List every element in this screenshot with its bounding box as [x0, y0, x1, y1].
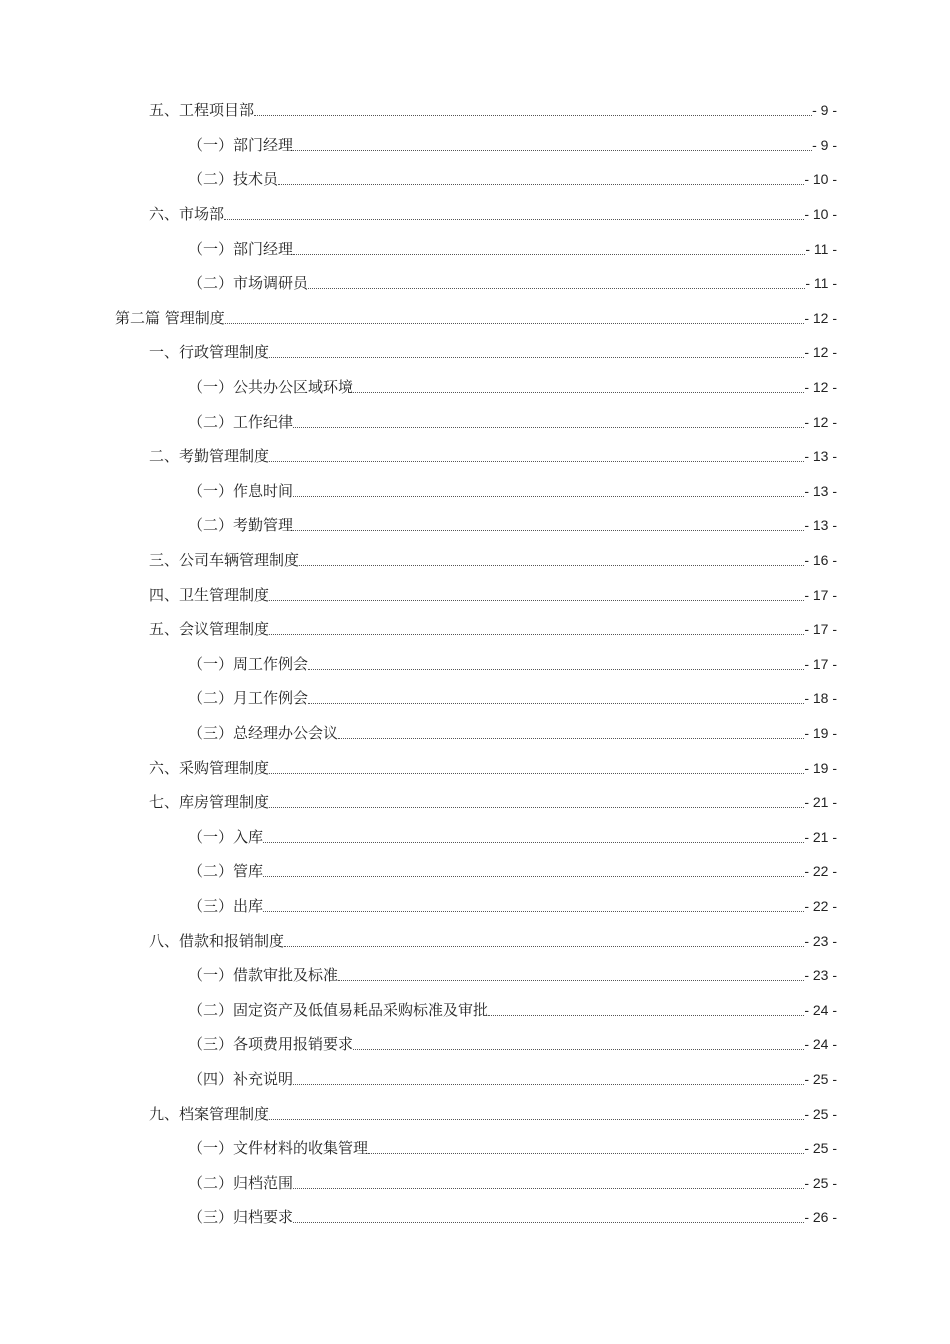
toc-entry-title: （一）入库 — [188, 827, 264, 846]
toc-entry[interactable] — [0, 404, 950, 439]
toc-entry[interactable] — [0, 647, 950, 682]
toc-entry-title: 四、卫生管理制度 — [149, 585, 270, 604]
toc-entry-title: 六、采购管理制度 — [149, 758, 270, 777]
toc-entry-page-number: - 25 - — [804, 1105, 837, 1122]
toc-dot-leader — [224, 218, 804, 220]
toc-dot-leader — [284, 945, 804, 947]
toc-entry-title: （二）月工作例会 — [188, 689, 309, 708]
toc-entry-title: 一、行政管理制度 — [149, 343, 270, 362]
toc-entry-page-number: - 13 - — [804, 482, 837, 499]
toc-entry[interactable] — [0, 508, 950, 543]
toc-entry-title: 第二篇 管理制度 — [115, 308, 225, 327]
toc-entry-title: （一）借款审批及标准 — [188, 966, 339, 985]
toc-entry[interactable] — [0, 1200, 950, 1235]
toc-entry-title: （三）总经理办公会议 — [188, 723, 339, 742]
toc-dot-leader — [368, 1152, 804, 1154]
toc-entry[interactable] — [0, 1062, 950, 1097]
toc-dot-leader — [353, 1048, 804, 1050]
toc-entry[interactable] — [0, 197, 950, 232]
toc-entry-title: （一）部门经理 — [188, 239, 294, 258]
toc-entry[interactable] — [0, 992, 950, 1027]
toc-dot-leader — [278, 183, 804, 185]
toc-entry-page-number: - 17 - — [804, 621, 837, 638]
toc-entry-title: 七、库房管理制度 — [149, 793, 270, 812]
toc-entry[interactable] — [0, 474, 950, 509]
toc-dot-leader — [293, 253, 805, 255]
toc-entry[interactable] — [0, 439, 950, 474]
toc-entry-title: （二）市场调研员 — [188, 274, 309, 293]
toc-entry-page-number: - 21 - — [804, 794, 837, 811]
toc-entry[interactable] — [0, 785, 950, 820]
toc-entry-page-number: - 25 - — [804, 1174, 837, 1191]
toc-entry-title: 八、借款和报销制度 — [149, 931, 285, 950]
toc-entry-title: 三、公司车辆管理制度 — [149, 551, 300, 570]
toc-entry[interactable] — [0, 266, 950, 301]
toc-entry-title: 五、工程项目部 — [149, 101, 255, 120]
toc-entry-page-number: - 21 - — [804, 828, 837, 845]
toc-entry-page-number: - 23 - — [804, 932, 837, 949]
toc-dot-leader — [308, 668, 804, 670]
toc-entry-page-number: - 19 - — [804, 759, 837, 776]
toc-entry-title: 五、会议管理制度 — [149, 620, 270, 639]
toc-entry-page-number: - 11 - — [805, 275, 837, 292]
toc-dot-leader — [269, 806, 804, 808]
toc-entry-page-number: - 16 - — [804, 552, 837, 569]
toc-entry[interactable] — [0, 577, 950, 612]
toc-entry-page-number: - 22 - — [804, 897, 837, 914]
toc-entry-page-number: - 26 - — [804, 1209, 837, 1226]
toc-entry-title: （二）考勤管理 — [188, 516, 294, 535]
toc-entry-title: （一）部门经理 — [188, 135, 294, 154]
toc-entry-page-number: - 25 - — [804, 1070, 837, 1087]
toc-entry-title: 二、考勤管理制度 — [149, 447, 270, 466]
toc-entry-title: （三）各项费用报销要求 — [188, 1035, 354, 1054]
toc-entry[interactable] — [0, 889, 950, 924]
toc-entry-title: （一）周工作例会 — [188, 654, 309, 673]
toc-dot-leader — [263, 875, 804, 877]
toc-entry-page-number: - 9 - — [812, 136, 837, 153]
toc-dot-leader — [293, 149, 812, 151]
toc-entry[interactable] — [0, 1131, 950, 1166]
toc-entry-title: 六、市场部 — [149, 205, 225, 224]
toc-entry-page-number: - 17 - — [804, 655, 837, 672]
toc-entry-title: （一）作息时间 — [188, 481, 294, 500]
toc-entry-title: （一）文件材料的收集管理 — [188, 1139, 369, 1158]
toc-entry[interactable] — [0, 750, 950, 785]
toc-dot-leader — [308, 702, 804, 704]
toc-dot-leader — [293, 1187, 804, 1189]
toc-entry-title: 九、档案管理制度 — [149, 1104, 270, 1123]
toc-entry-page-number: - 25 - — [804, 1140, 837, 1157]
toc-entry[interactable] — [0, 370, 950, 405]
toc-entry[interactable] — [0, 301, 950, 336]
toc-entry-title: （一）公共办公区域环境 — [188, 378, 354, 397]
toc-dot-leader — [225, 322, 805, 324]
toc-entry-title: （二）管库 — [188, 862, 264, 881]
toc-dot-leader — [269, 460, 804, 462]
toc-entry[interactable] — [0, 1165, 950, 1200]
toc-entry[interactable] — [0, 1096, 950, 1131]
toc-dot-leader — [269, 1118, 804, 1120]
toc-entry[interactable] — [0, 543, 950, 578]
toc-entry-page-number: - 12 - — [804, 309, 837, 326]
toc-entry-page-number: - 17 - — [804, 586, 837, 603]
toc-entry-title: （二）技术员 — [188, 170, 279, 189]
toc-dot-leader — [299, 564, 804, 566]
toc-dot-leader — [254, 114, 812, 116]
toc-entry-page-number: - 13 - — [804, 448, 837, 465]
toc-dot-leader — [263, 841, 804, 843]
toc-dot-leader — [269, 633, 804, 635]
toc-entry-page-number: - 24 - — [804, 1001, 837, 1018]
toc-entry[interactable] — [0, 93, 950, 128]
toc-entry-page-number: - 10 - — [804, 171, 837, 188]
toc-entry-page-number: - 22 - — [804, 863, 837, 880]
toc-entry-page-number: - 11 - — [805, 240, 837, 257]
toc-dot-leader — [293, 1083, 804, 1085]
toc-entry-page-number: - 12 - — [804, 413, 837, 430]
toc-entry[interactable] — [0, 128, 950, 163]
toc-entry[interactable] — [0, 958, 950, 993]
toc-entry-title: （二）归档范围 — [188, 1173, 294, 1192]
toc-entry-page-number: - 12 - — [804, 379, 837, 396]
toc-dot-leader — [269, 772, 804, 774]
toc-dot-leader — [488, 1014, 804, 1016]
toc-dot-leader — [293, 495, 804, 497]
toc-dot-leader — [308, 287, 805, 289]
toc-entry[interactable] — [0, 1027, 950, 1062]
toc-dot-leader — [353, 391, 804, 393]
toc-entry[interactable] — [0, 335, 950, 370]
toc-entry[interactable] — [0, 612, 950, 647]
toc-entry-title: （二）固定资产及低值易耗品采购标准及审批 — [188, 1000, 489, 1019]
toc-entry-page-number: - 10 - — [804, 206, 837, 223]
toc-dot-leader — [293, 529, 804, 531]
toc-entry-title: （四）补充说明 — [188, 1069, 294, 1088]
toc-entry-page-number: - 18 - — [804, 690, 837, 707]
toc-entry[interactable] — [0, 231, 950, 266]
table-of-contents — [0, 93, 950, 1235]
toc-dot-leader — [338, 737, 804, 739]
toc-dot-leader — [293, 1221, 804, 1223]
toc-entry-page-number: - 13 - — [804, 517, 837, 534]
toc-entry-title: （二）工作纪律 — [188, 412, 294, 431]
toc-dot-leader — [269, 356, 804, 358]
toc-entry[interactable] — [0, 854, 950, 889]
toc-dot-leader — [263, 910, 804, 912]
toc-dot-leader — [269, 599, 804, 601]
toc-entry-page-number: - 12 - — [804, 344, 837, 361]
toc-dot-leader — [293, 426, 804, 428]
toc-entry-page-number: - 24 - — [804, 1036, 837, 1053]
toc-entry[interactable] — [0, 162, 950, 197]
toc-entry[interactable] — [0, 716, 950, 751]
toc-entry[interactable] — [0, 681, 950, 716]
toc-entry-title: （三）归档要求 — [188, 1208, 294, 1227]
toc-entry-page-number: - 9 - — [812, 102, 837, 119]
toc-entry-page-number: - 23 - — [804, 967, 837, 984]
toc-entry[interactable] — [0, 923, 950, 958]
toc-entry[interactable] — [0, 819, 950, 854]
toc-entry-page-number: - 19 - — [804, 724, 837, 741]
toc-entry-title: （三）出库 — [188, 896, 264, 915]
toc-dot-leader — [338, 979, 804, 981]
